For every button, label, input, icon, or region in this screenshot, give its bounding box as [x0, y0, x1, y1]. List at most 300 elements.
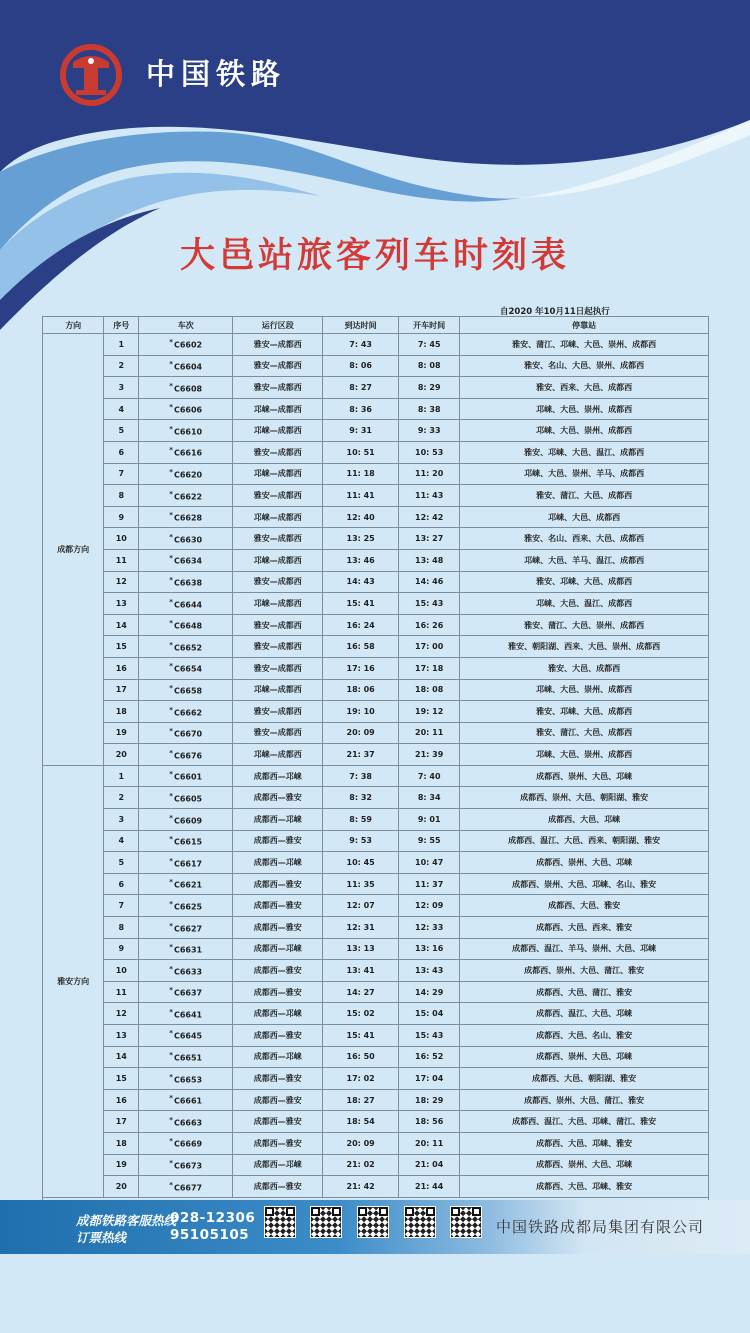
train-number: C6661 [173, 1096, 203, 1106]
route-cell: 雅安—成都西 [233, 722, 323, 744]
stops-cell: 雅安、名山、西来、大邑、成都西 [460, 528, 709, 550]
seq-cell: 4 [104, 398, 139, 420]
transit-star-mark: * [169, 770, 173, 779]
train-number-cell [139, 1111, 233, 1133]
table-row [43, 1154, 709, 1176]
stops-cell: 雅安、蒲江、大邑、崇州、成都西 [460, 614, 709, 636]
seq-cell: 16 [104, 1089, 139, 1111]
arrival-time-cell: 12: 31 [323, 917, 399, 939]
hotline-number-service: 028-12306 [170, 1210, 256, 1226]
hotline-label-service: 成都铁路客服热线 [76, 1213, 177, 1228]
table-row [43, 917, 709, 939]
table-row [43, 485, 709, 507]
arrival-time-cell: 21: 37 [323, 744, 399, 766]
seq-cell: 12 [104, 1003, 139, 1025]
column-header: 停靠站 [460, 317, 709, 334]
stops-cell: 邛崃、大邑、羊马、温江、成都西 [460, 549, 709, 571]
train-number: C6604 [173, 362, 203, 372]
stops-cell: 成都西、大邑、雅安 [460, 895, 709, 917]
stops-cell: 邛崃、大邑、成都西 [460, 506, 709, 528]
stops-cell: 成都西、大邑、邛崃、雅安 [460, 1132, 709, 1154]
train-number-cell [139, 377, 233, 399]
seq-cell: 11 [104, 981, 139, 1003]
transit-star-mark: * [169, 1180, 173, 1189]
stops-cell: 雅安、邛崃、大邑、温江、成都西 [460, 441, 709, 463]
table-row [43, 981, 709, 1003]
departure-time-cell: 16: 52 [398, 1046, 459, 1068]
route-cell: 雅安—成都西 [233, 571, 323, 593]
departure-time-cell: 10: 53 [398, 441, 459, 463]
table-row [43, 463, 709, 485]
stops-cell: 雅安、朝阳湖、西来、大邑、崇州、成都西 [460, 636, 709, 658]
arrival-time-cell: 18: 54 [323, 1111, 399, 1133]
seq-cell: 3 [104, 809, 139, 831]
train-number: C6628 [173, 513, 203, 523]
train-number-cell [139, 809, 233, 831]
departure-time-cell: 20: 11 [398, 722, 459, 744]
arrival-time-cell: 9: 53 [323, 830, 399, 852]
train-number-cell [139, 873, 233, 895]
route-cell: 雅安—成都西 [233, 614, 323, 636]
arrival-time-cell: 8: 32 [323, 787, 399, 809]
transit-star-mark: * [169, 1115, 173, 1124]
train-number: C6652 [173, 643, 203, 653]
train-number-cell [139, 614, 233, 636]
stops-cell: 成都西、大邑、朝阳湖、雅安 [460, 1068, 709, 1090]
train-number: C6615 [173, 837, 203, 847]
train-number-cell [139, 981, 233, 1003]
route-cell: 成都西—雅安 [233, 1132, 323, 1154]
train-number-cell [139, 1068, 233, 1090]
route-cell: 成都西—邛崃 [233, 809, 323, 831]
train-number-cell [139, 1154, 233, 1176]
arrival-time-cell: 20: 09 [323, 722, 399, 744]
train-number: C6658 [173, 686, 203, 696]
route-cell: 成都西—雅安 [233, 981, 323, 1003]
route-cell: 雅安—成都西 [233, 441, 323, 463]
table-row [43, 593, 709, 615]
train-number: C6637 [173, 988, 203, 998]
stops-cell: 雅安、蒲江、大邑、成都西 [460, 722, 709, 744]
stops-cell: 雅安、名山、大邑、崇州、成都西 [460, 355, 709, 377]
table-row [43, 809, 709, 831]
transit-star-mark: * [169, 683, 173, 692]
train-number-cell [139, 334, 233, 356]
transit-star-mark: * [169, 554, 173, 563]
stops-cell: 成都西、崇州、大邑、蒲江、雅安 [460, 1089, 709, 1111]
departure-time-cell: 11: 37 [398, 873, 459, 895]
train-number-cell [139, 938, 233, 960]
seq-cell: 9 [104, 506, 139, 528]
stops-cell: 成都西、崇州、大邑、朝阳湖、雅安 [460, 787, 709, 809]
route-cell: 邛崃—成都西 [233, 679, 323, 701]
transit-star-mark: * [169, 446, 173, 455]
route-cell: 雅安—成都西 [233, 334, 323, 356]
seq-cell: 2 [104, 787, 139, 809]
seq-cell: 16 [104, 657, 139, 679]
transit-star-mark: * [169, 705, 173, 714]
seq-cell: 13 [104, 593, 139, 615]
train-number-cell [139, 355, 233, 377]
table-row [43, 420, 709, 442]
departure-time-cell: 12: 42 [398, 506, 459, 528]
arrival-time-cell: 17: 16 [323, 657, 399, 679]
table-row [43, 1089, 709, 1111]
stops-cell: 成都西、崇州、大邑、邛崃 [460, 1154, 709, 1176]
arrival-time-cell: 11: 41 [323, 485, 399, 507]
train-number: C6662 [173, 708, 203, 718]
train-number: C6673 [173, 1161, 203, 1171]
seq-cell: 10 [104, 528, 139, 550]
departure-time-cell: 8: 08 [398, 355, 459, 377]
stops-cell: 雅安、邛崃、大邑、成都西 [460, 701, 709, 723]
seq-cell: 20 [104, 744, 139, 766]
stops-cell: 邛崃、大邑、崇州、成都西 [460, 420, 709, 442]
route-cell: 邛崃—成都西 [233, 593, 323, 615]
seq-cell: 6 [104, 873, 139, 895]
table-row [43, 549, 709, 571]
stops-cell: 雅安、西来、大邑、成都西 [460, 377, 709, 399]
table-row [43, 744, 709, 766]
stops-cell: 成都西、温江、羊马、崇州、大邑、邛崃 [460, 938, 709, 960]
departure-time-cell: 15: 43 [398, 593, 459, 615]
brand-name: 中国铁路 [146, 57, 287, 91]
route-cell: 成都西—邛崃 [233, 765, 323, 787]
arrival-time-cell: 11: 18 [323, 463, 399, 485]
train-number: C6610 [173, 427, 203, 437]
seq-cell: 9 [104, 938, 139, 960]
train-number-cell [139, 765, 233, 787]
seq-cell: 7 [104, 895, 139, 917]
train-number: C6654 [173, 665, 203, 675]
direction-cell: 成都方向 [43, 334, 104, 766]
departure-time-cell: 17: 04 [398, 1068, 459, 1090]
train-number-cell [139, 636, 233, 658]
stops-cell: 邛崃、大邑、崇州、羊马、成都西 [460, 463, 709, 485]
route-cell: 成都西—雅安 [233, 787, 323, 809]
departure-time-cell: 12: 09 [398, 895, 459, 917]
table-row [43, 830, 709, 852]
stops-cell: 雅安、蒲江、大邑、成都西 [460, 485, 709, 507]
arrival-time-cell: 16: 50 [323, 1046, 399, 1068]
transit-star-mark: * [169, 424, 173, 433]
table-row [43, 657, 709, 679]
qr-code-icon [264, 1206, 296, 1238]
departure-time-cell: 9: 55 [398, 830, 459, 852]
train-number: C6627 [173, 924, 203, 934]
departure-time-cell: 7: 45 [398, 334, 459, 356]
seq-cell: 18 [104, 701, 139, 723]
seq-cell: 8 [104, 917, 139, 939]
transit-star-mark: * [169, 619, 173, 628]
train-number: C6621 [173, 880, 203, 890]
departure-time-cell: 8: 29 [398, 377, 459, 399]
departure-time-cell: 11: 43 [398, 485, 459, 507]
transit-star-mark: * [169, 640, 173, 649]
table-row [43, 571, 709, 593]
departure-time-cell: 13: 43 [398, 960, 459, 982]
train-number: C6616 [173, 449, 203, 459]
train-number-cell [139, 1176, 233, 1198]
route-cell: 雅安—成都西 [233, 657, 323, 679]
arrival-time-cell: 13: 46 [323, 549, 399, 571]
route-cell: 邛崃—成都西 [233, 744, 323, 766]
seq-cell: 19 [104, 1154, 139, 1176]
transit-star-mark: * [169, 1072, 173, 1081]
departure-time-cell: 11: 20 [398, 463, 459, 485]
route-cell: 成都西—邛崃 [233, 938, 323, 960]
seq-cell: 12 [104, 571, 139, 593]
column-header: 开车时间 [398, 317, 459, 334]
seq-cell: 8 [104, 485, 139, 507]
seq-cell: 5 [104, 852, 139, 874]
arrival-time-cell: 16: 24 [323, 614, 399, 636]
route-cell: 成都西—雅安 [233, 895, 323, 917]
stops-cell: 成都西、崇州、大邑、蒲江、雅安 [460, 960, 709, 982]
train-number-cell [139, 1003, 233, 1025]
table-row [43, 1003, 709, 1025]
column-header: 序号 [104, 317, 139, 334]
departure-time-cell: 13: 27 [398, 528, 459, 550]
train-number-cell [139, 571, 233, 593]
departure-time-cell: 21: 39 [398, 744, 459, 766]
route-cell: 成都西—雅安 [233, 830, 323, 852]
transit-star-mark: * [169, 576, 173, 584]
train-number-cell [139, 701, 233, 723]
train-number: C6630 [173, 535, 203, 545]
arrival-time-cell: 13: 41 [323, 960, 399, 982]
page-title: 大邑站旅客列车时刻表 [179, 235, 570, 276]
departure-time-cell: 21: 44 [398, 1176, 459, 1198]
stops-cell: 成都西、大邑、名山、雅安 [460, 1025, 709, 1047]
train-number: C6634 [173, 557, 203, 567]
route-cell: 雅安—成都西 [233, 636, 323, 658]
stops-cell: 邛崃、大邑、崇州、成都西 [460, 679, 709, 701]
arrival-time-cell: 17: 02 [323, 1068, 399, 1090]
arrival-time-cell: 13: 13 [323, 938, 399, 960]
seq-cell: 11 [104, 549, 139, 571]
table-row [43, 960, 709, 982]
arrival-time-cell: 8: 59 [323, 809, 399, 831]
transit-star-mark: * [169, 986, 173, 995]
transit-star-mark: * [169, 532, 173, 541]
table-row [43, 441, 709, 463]
departure-time-cell: 18: 08 [398, 679, 459, 701]
table-row [43, 506, 709, 528]
train-number: C6633 [173, 967, 203, 977]
route-cell: 邛崃—成都西 [233, 463, 323, 485]
hotline-labels [76, 1212, 176, 1246]
transit-star-mark: * [169, 597, 173, 606]
arrival-time-cell: 14: 43 [323, 571, 399, 593]
train-number-cell [139, 895, 233, 917]
departure-time-cell: 10: 47 [398, 852, 459, 874]
column-header: 方向 [43, 317, 104, 334]
table-row [43, 377, 709, 399]
train-number-cell [139, 679, 233, 701]
table-row [43, 355, 709, 377]
transit-star-mark: * [169, 1051, 173, 1060]
transit-star-mark: * [169, 1094, 173, 1103]
column-header: 运行区段 [233, 317, 323, 334]
train-number-cell [139, 528, 233, 550]
column-header: 到达时间 [323, 317, 399, 334]
departure-time-cell: 18: 56 [398, 1111, 459, 1133]
train-number-cell [139, 593, 233, 615]
transit-star-mark: * [169, 791, 173, 800]
departure-time-cell: 7: 40 [398, 765, 459, 787]
table-row [43, 1046, 709, 1068]
route-cell: 邛崃—成都西 [233, 420, 323, 442]
route-cell: 邛崃—成都西 [233, 506, 323, 528]
transit-star-mark: * [169, 381, 173, 390]
transit-star-mark: * [169, 489, 173, 498]
arrival-time-cell: 10: 51 [323, 441, 399, 463]
train-number: C6638 [173, 578, 203, 588]
departure-time-cell: 19: 12 [398, 701, 459, 723]
company-name: 中国铁路成都局集团有限公司 [496, 1218, 705, 1236]
departure-time-cell: 14: 46 [398, 571, 459, 593]
train-number: C6602 [173, 341, 203, 351]
route-cell: 成都西—雅安 [233, 1025, 323, 1047]
arrival-time-cell: 13: 25 [323, 528, 399, 550]
table-row [43, 722, 709, 744]
route-cell: 成都西—雅安 [233, 917, 323, 939]
train-number: C6601 [173, 773, 203, 782]
table-row [43, 895, 709, 917]
seq-cell: 13 [104, 1025, 139, 1047]
arrival-time-cell: 15: 02 [323, 1003, 399, 1025]
arrival-time-cell: 20: 09 [323, 1132, 399, 1154]
transit-star-mark: * [169, 899, 173, 908]
departure-time-cell: 15: 43 [398, 1025, 459, 1047]
departure-time-cell: 13: 16 [398, 938, 459, 960]
table-row [43, 1025, 709, 1047]
route-cell: 雅安—成都西 [233, 528, 323, 550]
train-number: C6617 [173, 859, 203, 869]
train-number-cell [139, 960, 233, 982]
train-number-cell [139, 549, 233, 571]
seq-cell: 18 [104, 1132, 139, 1154]
table-row [43, 334, 709, 356]
transit-star-mark: * [169, 921, 173, 930]
timetable-table [42, 316, 709, 1219]
seq-cell: 3 [104, 377, 139, 399]
train-number: C6676 [173, 751, 203, 761]
stops-cell: 雅安、大邑、成都西 [460, 657, 709, 679]
train-number-cell [139, 744, 233, 766]
stops-cell: 成都西、大邑、邛崃 [460, 809, 709, 831]
departure-time-cell: 18: 29 [398, 1089, 459, 1111]
stops-cell: 邛崃、大邑、崇州、成都西 [460, 744, 709, 766]
seq-cell: 15 [104, 1068, 139, 1090]
table-row [43, 765, 709, 787]
arrival-time-cell: 14: 27 [323, 981, 399, 1003]
departure-time-cell: 8: 38 [398, 398, 459, 420]
arrival-time-cell: 21: 42 [323, 1176, 399, 1198]
table-row [43, 1068, 709, 1090]
route-cell: 雅安—成都西 [233, 701, 323, 723]
train-number-cell [139, 1025, 233, 1047]
transit-star-mark: * [169, 727, 173, 736]
table-header-row [43, 317, 709, 334]
stops-cell: 成都西、温江、大邑、邛崃、蒲江、雅安 [460, 1111, 709, 1133]
arrival-time-cell: 12: 40 [323, 506, 399, 528]
train-number: C6669 [173, 1140, 203, 1150]
transit-star-mark: * [169, 856, 173, 865]
stops-cell: 成都西、大邑、邛崃、雅安 [460, 1176, 709, 1198]
departure-time-cell: 16: 26 [398, 614, 459, 636]
departure-time-cell: 9: 33 [398, 420, 459, 442]
transit-star-mark: * [169, 943, 173, 952]
table-row [43, 679, 709, 701]
train-number-cell [139, 1132, 233, 1154]
train-number: C6605 [173, 794, 203, 804]
train-number: C6670 [173, 729, 203, 739]
route-cell: 成都西—雅安 [233, 1068, 323, 1090]
hotline-numbers [170, 1210, 255, 1244]
hotline-label-booking: 订票热线 [76, 1230, 127, 1245]
arrival-time-cell: 19: 10 [323, 701, 399, 723]
route-cell: 雅安—成都西 [233, 485, 323, 507]
table-row [43, 938, 709, 960]
stops-cell: 成都西、崇州、大邑、邛崃 [460, 765, 709, 787]
transit-star-mark: * [169, 964, 173, 973]
departure-time-cell: 8: 34 [398, 787, 459, 809]
arrival-time-cell: 15: 41 [323, 1025, 399, 1047]
route-cell: 成都西—雅安 [233, 960, 323, 982]
arrival-time-cell: 16: 58 [323, 636, 399, 658]
route-cell: 邛崃—成都西 [233, 398, 323, 420]
table-row [43, 528, 709, 550]
qr-code-icon [357, 1206, 389, 1238]
stops-cell: 成都西、崇州、大邑、邛崃 [460, 852, 709, 874]
seq-cell: 14 [104, 1046, 139, 1068]
seq-cell: 20 [104, 1176, 139, 1198]
departure-time-cell: 20: 11 [398, 1132, 459, 1154]
route-cell: 邛崃—成都西 [233, 549, 323, 571]
arrival-time-cell: 7: 38 [323, 765, 399, 787]
train-number-cell [139, 1089, 233, 1111]
transit-star-mark: * [169, 338, 173, 347]
table-row [43, 1176, 709, 1198]
train-number: C6606 [173, 405, 203, 415]
column-header: 车次 [139, 317, 233, 334]
table-row [43, 1132, 709, 1154]
stops-cell: 成都西、温江、大邑、邛崃 [460, 1003, 709, 1025]
route-cell: 成都西—邛崃 [233, 1154, 323, 1176]
transit-star-mark: * [169, 835, 173, 844]
train-number-cell [139, 485, 233, 507]
table-row [43, 852, 709, 874]
train-number-cell [139, 420, 233, 442]
train-number: C6631 [173, 945, 203, 955]
seq-cell: 14 [104, 614, 139, 636]
stops-cell: 成都西、崇州、大邑、邛崃 [460, 1046, 709, 1068]
arrival-time-cell: 9: 31 [323, 420, 399, 442]
arrival-time-cell: 10: 45 [323, 852, 399, 874]
transit-star-mark: * [169, 468, 173, 477]
train-number: C6663 [173, 1118, 203, 1128]
arrival-time-cell: 8: 27 [323, 377, 399, 399]
route-cell: 成都西—邛崃 [233, 1046, 323, 1068]
stops-cell: 成都西、大邑、蒲江、雅安 [460, 981, 709, 1003]
arrival-time-cell: 11: 35 [323, 873, 399, 895]
seq-cell: 2 [104, 355, 139, 377]
train-number: C6608 [173, 384, 203, 394]
stops-cell: 雅安、蒲江、邛崃、大邑、崇州、成都西 [460, 334, 709, 356]
transit-star-mark: * [169, 1007, 173, 1016]
